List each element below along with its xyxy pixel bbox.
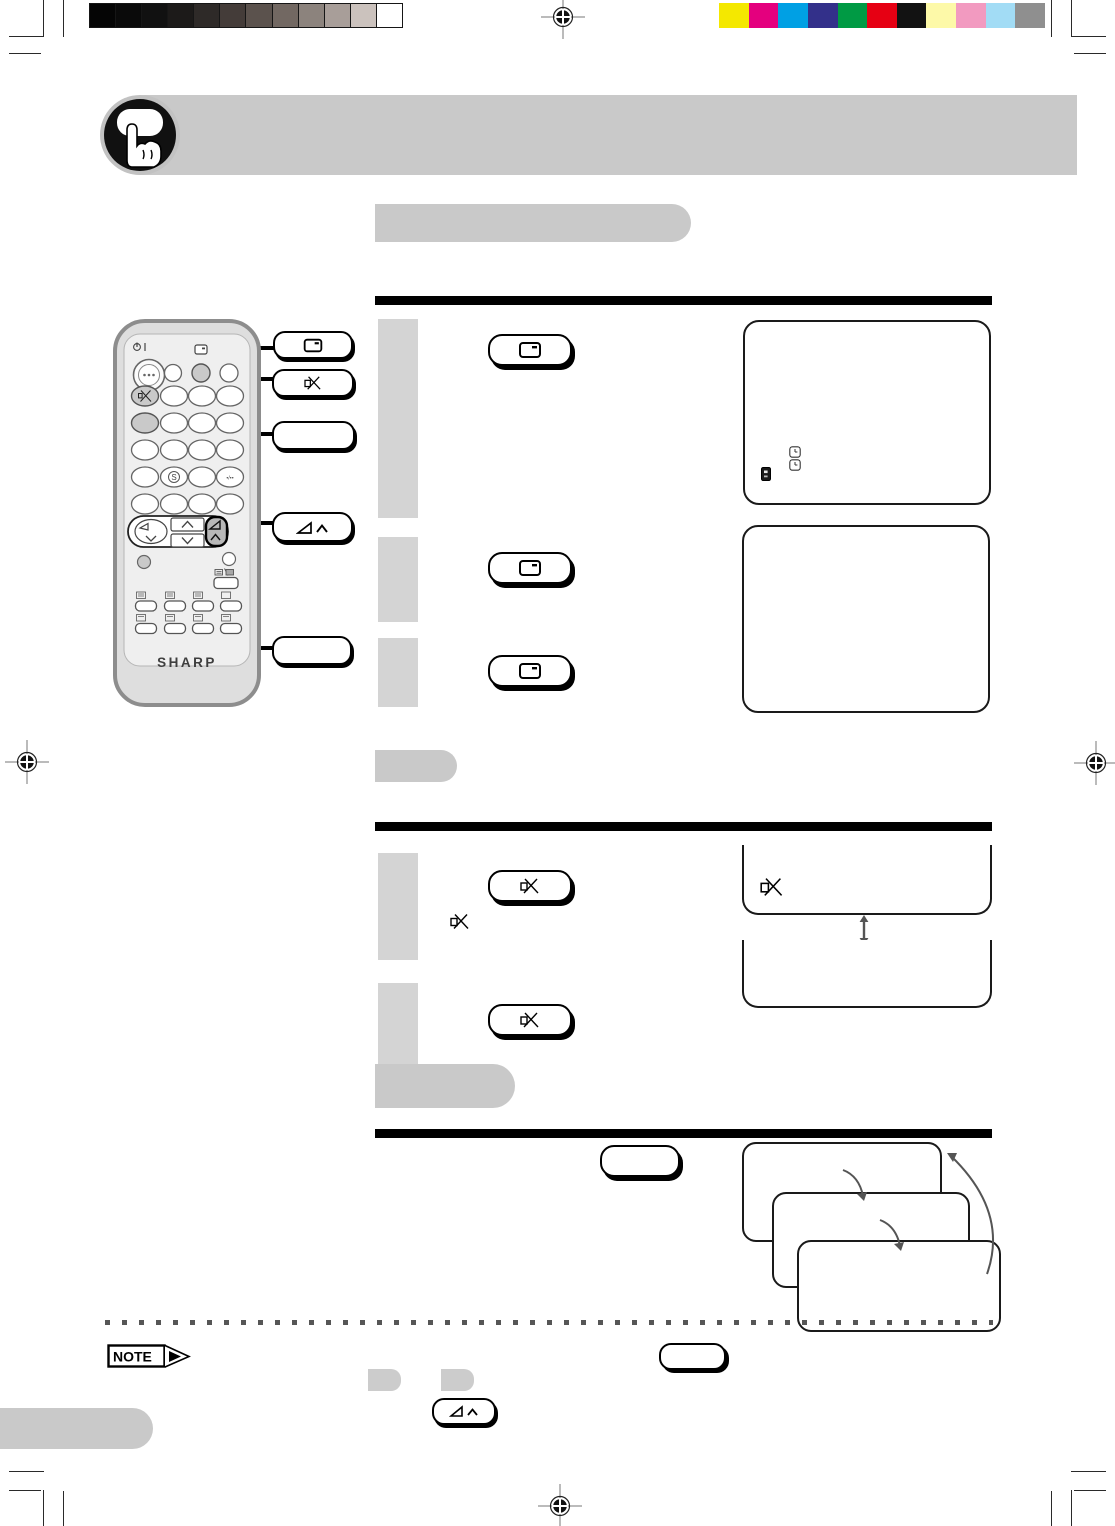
mute-key-illustration bbox=[488, 870, 572, 902]
blank-key-illustration bbox=[600, 1145, 680, 1177]
note-badge bbox=[107, 1344, 191, 1369]
svg-text:S: S bbox=[171, 473, 177, 482]
mute-icon bbox=[760, 876, 784, 898]
display-key-illustration bbox=[488, 655, 572, 687]
volume-down-button bbox=[135, 520, 167, 544]
cycle-arrows bbox=[735, 1128, 1020, 1318]
remote-key bbox=[132, 467, 159, 487]
remote-key bbox=[161, 494, 188, 514]
clock-icon bbox=[789, 459, 801, 471]
calibration-swatch bbox=[193, 3, 220, 28]
dotted-separator bbox=[105, 1320, 993, 1325]
gray-tab bbox=[441, 1369, 474, 1391]
mute-key-callout bbox=[272, 369, 354, 397]
svg-text:•/••: •/•• bbox=[226, 475, 234, 482]
calibration-swatch bbox=[272, 3, 299, 28]
remote-key bbox=[165, 365, 182, 382]
calibration-swatch bbox=[838, 3, 868, 28]
remote-key bbox=[217, 440, 244, 460]
subnote-pill bbox=[375, 750, 457, 782]
display-key-callout bbox=[273, 331, 353, 359]
tv-screen-illustration bbox=[743, 320, 991, 505]
display-icon bbox=[518, 559, 542, 577]
remote-key bbox=[217, 494, 244, 514]
remote-key bbox=[220, 364, 238, 382]
clock-icon bbox=[789, 446, 801, 458]
mute-icon bbox=[520, 877, 540, 895]
calibration-swatch bbox=[1015, 3, 1045, 28]
volume-up-icon bbox=[296, 520, 330, 535]
gray-tab bbox=[368, 1369, 401, 1391]
volume-key-callout bbox=[272, 512, 353, 542]
display-icon bbox=[303, 338, 323, 353]
remote-key bbox=[189, 467, 216, 487]
flashback-button bbox=[161, 467, 188, 487]
blank-key-callout bbox=[272, 636, 352, 665]
calibration-swatch bbox=[245, 3, 272, 28]
gray-round-button bbox=[138, 556, 151, 569]
calibration-swatch bbox=[167, 3, 194, 28]
step-number-box bbox=[378, 537, 418, 622]
tv-screen-illustration bbox=[742, 525, 990, 713]
enter-digits-button bbox=[217, 467, 244, 487]
calibration-swatch bbox=[141, 3, 168, 28]
press-button-hand-icon bbox=[99, 94, 181, 176]
display-key-illustration bbox=[488, 552, 572, 584]
gray-function-button bbox=[132, 413, 159, 433]
registration-mark-icon bbox=[5, 740, 49, 784]
tv-screen-illustration bbox=[742, 940, 992, 1008]
calibration-swatch bbox=[749, 3, 779, 28]
mute-button bbox=[132, 386, 159, 406]
brand-logo: SHARP bbox=[157, 655, 217, 670]
calibration-swatch bbox=[986, 3, 1016, 28]
display-icon bbox=[518, 341, 542, 359]
tv-screen-illustration bbox=[742, 845, 992, 915]
remote-control-illustration bbox=[112, 318, 262, 708]
remote-key bbox=[189, 440, 216, 460]
remote-key bbox=[132, 494, 159, 514]
remote-key bbox=[189, 413, 216, 433]
note-label: NOTE bbox=[113, 1348, 152, 1365]
mute-icon bbox=[450, 912, 470, 931]
step-number-box bbox=[378, 319, 418, 518]
calibration-swatch bbox=[115, 3, 142, 28]
calibration-swatch bbox=[89, 3, 116, 28]
calibration-swatch bbox=[219, 3, 246, 28]
calibration-swatch bbox=[808, 3, 838, 28]
remote-key bbox=[161, 413, 188, 433]
registration-mark-icon bbox=[541, 0, 585, 39]
calibration-swatch bbox=[350, 3, 377, 28]
calibration-swatch bbox=[376, 3, 403, 28]
mute-icon bbox=[520, 1011, 540, 1029]
volume-up-icon bbox=[449, 1405, 479, 1418]
blank-key-callout bbox=[272, 421, 355, 450]
calibration-swatch bbox=[926, 3, 956, 28]
step-number-box bbox=[378, 638, 418, 707]
blank-key-illustration bbox=[659, 1343, 726, 1370]
registration-mark-icon bbox=[538, 1484, 582, 1526]
display-key-illustration bbox=[488, 334, 572, 366]
calibration-swatch bbox=[778, 3, 808, 28]
calibration-swatch bbox=[956, 3, 986, 28]
remote-key bbox=[132, 440, 159, 460]
section-title-pill bbox=[375, 204, 691, 242]
remote-key bbox=[189, 386, 216, 406]
page-number-tab bbox=[0, 1408, 153, 1449]
step-number-box bbox=[378, 853, 418, 960]
calibration-swatch bbox=[298, 3, 325, 28]
remote-key bbox=[217, 413, 244, 433]
volume-key-illustration bbox=[432, 1398, 496, 1425]
calibration-swatch bbox=[324, 3, 351, 28]
remote-key bbox=[161, 440, 188, 460]
display-icon bbox=[195, 345, 207, 354]
section-title-pill bbox=[375, 1064, 515, 1108]
calibration-swatch bbox=[897, 3, 927, 28]
calibration-swatch bbox=[867, 3, 897, 28]
menu-button bbox=[214, 578, 238, 589]
volume-up-button bbox=[206, 517, 227, 546]
round-button bbox=[223, 553, 236, 566]
color-calibration-strip bbox=[719, 3, 1045, 28]
remote-key bbox=[217, 386, 244, 406]
display-icon bbox=[518, 662, 542, 680]
remote-key bbox=[161, 386, 188, 406]
section-rule bbox=[375, 822, 992, 831]
timer-dark-icon bbox=[761, 467, 771, 481]
channel-down-button bbox=[171, 534, 204, 547]
channel-up-button bbox=[171, 518, 204, 531]
registration-mark-icon bbox=[1074, 741, 1115, 785]
mute-icon bbox=[304, 375, 322, 391]
display-button bbox=[192, 364, 210, 382]
remote-key bbox=[189, 494, 216, 514]
page-header-band bbox=[105, 95, 1077, 175]
section-rule bbox=[375, 296, 992, 305]
grayscale-calibration-strip bbox=[90, 3, 403, 28]
mute-key-illustration bbox=[488, 1004, 572, 1036]
calibration-swatch bbox=[719, 3, 749, 28]
